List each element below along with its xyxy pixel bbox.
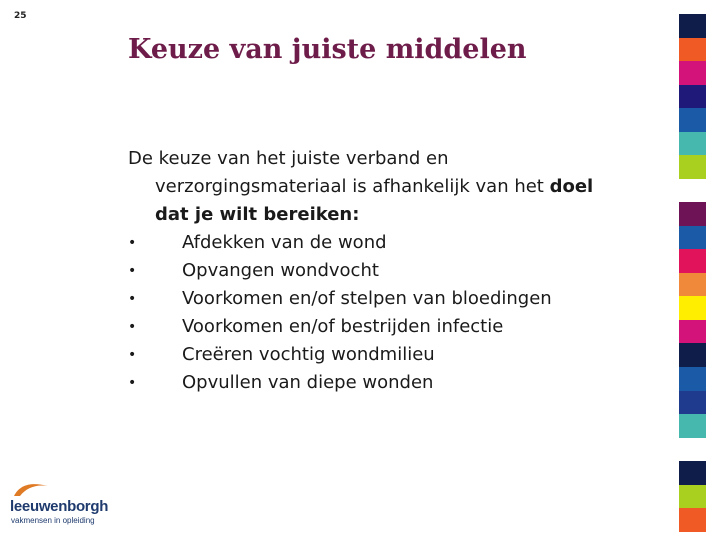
list-item <box>128 341 668 369</box>
stripe-segment <box>679 85 706 109</box>
list-item-text: Voorkomen en/of stelpen van bloedingen <box>182 288 552 309</box>
bullet-icon: • <box>128 319 137 335</box>
list-item-text: Afdekken van de wond <box>182 232 387 253</box>
bullet-icon: • <box>128 375 137 391</box>
stripe-segment <box>679 414 706 438</box>
bullet-icon: • <box>128 263 137 279</box>
intro-line-3 <box>128 201 668 229</box>
slide-body <box>128 145 668 397</box>
stripe-segment <box>679 202 706 226</box>
list-item-text: Voorkomen en/of bestrijden infectie <box>182 316 504 337</box>
stripe-segment <box>679 179 706 203</box>
intro-emphasis-doel: doel <box>549 176 594 197</box>
color-stripe-decoration <box>679 14 706 532</box>
logo-wordmark: leeuwenborgh <box>10 498 109 515</box>
slide-number: 25 <box>14 11 27 21</box>
stripe-segment <box>679 485 706 509</box>
stripe-segment <box>679 155 706 179</box>
stripe-segment <box>679 14 706 38</box>
stripe-segment <box>679 226 706 250</box>
intro-paragraph <box>128 145 668 229</box>
stripe-segment <box>679 61 706 85</box>
bullet-icon: • <box>128 291 137 307</box>
intro-line-1: De keuze van het juiste verband en <box>128 148 449 169</box>
stripe-segment <box>679 367 706 391</box>
stripe-segment <box>679 108 706 132</box>
list-item <box>128 369 668 397</box>
list-item <box>128 257 668 285</box>
bullet-icon: • <box>128 235 137 251</box>
logo-swoosh-icon <box>12 480 52 498</box>
list-item <box>128 313 668 341</box>
bullet-list <box>128 229 668 397</box>
list-item-text: Opvullen van diepe wonden <box>182 372 434 393</box>
stripe-segment <box>679 320 706 344</box>
stripe-segment <box>679 273 706 297</box>
stripe-segment <box>679 296 706 320</box>
stripe-segment <box>679 461 706 485</box>
list-item-text: Opvangen wondvocht <box>182 260 379 281</box>
logo-tagline: vakmensen in opleiding <box>11 516 95 525</box>
bullet-icon: • <box>128 347 137 363</box>
slide-title: Keuze van juiste middelen <box>128 34 527 65</box>
stripe-segment <box>679 249 706 273</box>
intro-emphasis-bereiken: dat je wilt bereiken: <box>155 204 360 225</box>
intro-line-2-text: verzorgingsmateriaal is afhankelijk van het <box>155 176 550 197</box>
stripe-segment <box>679 438 706 462</box>
stripe-segment <box>679 343 706 367</box>
stripe-segment <box>679 508 706 532</box>
stripe-segment <box>679 38 706 62</box>
list-item <box>128 229 668 257</box>
list-item-text: Creëren vochtig wondmilieu <box>182 344 435 365</box>
stripe-segment <box>679 391 706 415</box>
stripe-segment <box>679 132 706 156</box>
list-item <box>128 285 668 313</box>
intro-line-2 <box>128 173 668 201</box>
leeuwenborgh-logo <box>10 480 120 530</box>
